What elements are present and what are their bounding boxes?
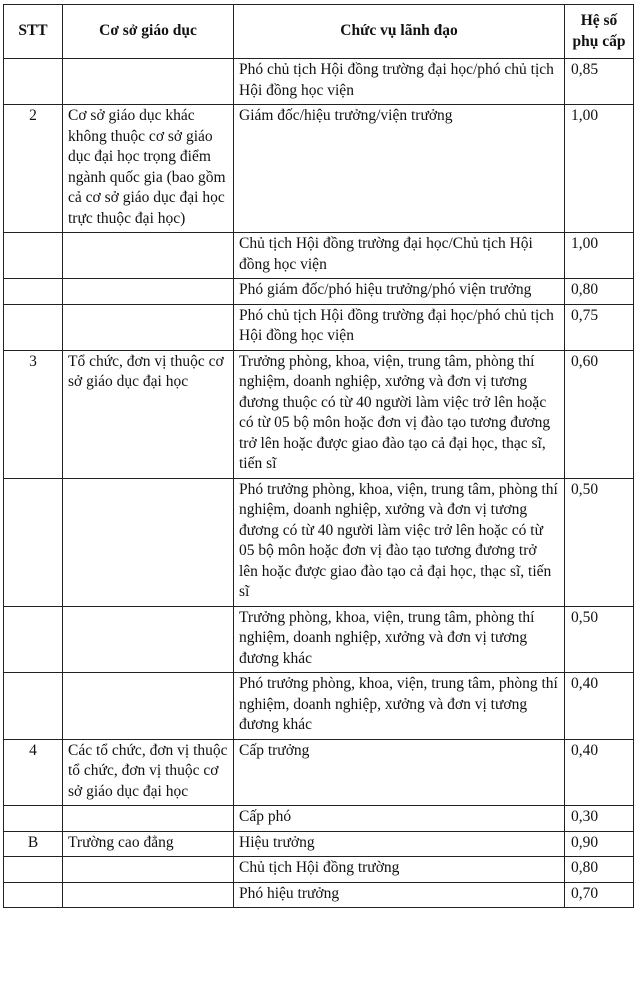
cell-institution — [63, 673, 234, 740]
cell-institution: Tổ chức, đơn vị thuộc cơ sở giáo dục đại học — [63, 350, 234, 478]
cell-institution — [63, 233, 234, 279]
table-row — [4, 831, 634, 857]
cell-position: Phó trưởng phòng, khoa, viện, trung tâm, phòng thí nghiệm, doanh nghiệp, xưởng và đơn vị tương đương có từ 40 người làm việc trở lên hoặc có từ 05 bộ môn hoặc đơn vị đào tạo tương đương trở lên hoặc được giao đào tạo cả đại học, thạc sĩ, tiến sĩ — [234, 478, 565, 606]
header-stt: STT — [4, 5, 63, 59]
cell-institution — [63, 304, 234, 350]
cell-position: Cấp trưởng — [234, 739, 565, 806]
table-body — [4, 59, 634, 908]
table-row — [4, 350, 634, 478]
cell-institution — [63, 478, 234, 606]
cell-stt — [4, 857, 63, 883]
cell-stt: B — [4, 831, 63, 857]
cell-stt — [4, 806, 63, 832]
cell-institution — [63, 279, 234, 305]
cell-coefficient: 0,50 — [565, 606, 634, 673]
cell-stt: 4 — [4, 739, 63, 806]
header-coefficient: Hệ số phụ cấp — [565, 5, 634, 59]
table-header-row — [4, 5, 634, 59]
table-row — [4, 882, 634, 908]
cell-stt: 2 — [4, 105, 63, 233]
cell-institution — [63, 606, 234, 673]
cell-position: Phó chủ tịch Hội đồng trường đại học/phó chủ tịch Hội đồng học viện — [234, 304, 565, 350]
table-row — [4, 806, 634, 832]
cell-position: Hiệu trưởng — [234, 831, 565, 857]
table-row — [4, 739, 634, 806]
table-row — [4, 279, 634, 305]
cell-stt — [4, 606, 63, 673]
cell-stt — [4, 233, 63, 279]
cell-coefficient: 0,30 — [565, 806, 634, 832]
cell-position: Phó hiệu trưởng — [234, 882, 565, 908]
cell-coefficient: 0,50 — [565, 478, 634, 606]
allowance-table — [3, 4, 634, 908]
cell-institution: Cơ sở giáo dục khác không thuộc cơ sở giáo dục đại học trọng điểm ngành quốc gia (bao gồm cả cơ sở giáo dục đại học trực thuộc đại học) — [63, 105, 234, 233]
cell-position: Phó trưởng phòng, khoa, viện, trung tâm, phòng thí nghiệm, doanh nghiệp, xưởng và đơn vị tương đương khác — [234, 673, 565, 740]
cell-stt — [4, 478, 63, 606]
cell-coefficient: 0,60 — [565, 350, 634, 478]
cell-position: Chủ tịch Hội đồng trường đại học/Chủ tịch Hội đồng học viện — [234, 233, 565, 279]
cell-coefficient: 0,70 — [565, 882, 634, 908]
table-row — [4, 478, 634, 606]
cell-institution — [63, 882, 234, 908]
cell-position: Phó chủ tịch Hội đồng trường đại học/phó chủ tịch Hội đồng học viện — [234, 59, 565, 105]
cell-coefficient: 0,40 — [565, 739, 634, 806]
cell-stt — [4, 279, 63, 305]
cell-position: Trưởng phòng, khoa, viện, trung tâm, phòng thí nghiệm, doanh nghiệp, xưởng và đơn vị tương đương thuộc có từ 40 người làm việc trở lên hoặc có từ 05 bộ môn hoặc đơn vị đào tạo tương đương trở lên hoặc được giao đào tạo cả đại học, thạc sĩ, tiến sĩ — [234, 350, 565, 478]
cell-institution: Trường cao đẳng — [63, 831, 234, 857]
header-position: Chức vụ lãnh đạo — [234, 5, 565, 59]
cell-coefficient: 0,80 — [565, 279, 634, 305]
cell-coefficient: 1,00 — [565, 233, 634, 279]
cell-position: Chủ tịch Hội đồng trường — [234, 857, 565, 883]
table-row — [4, 673, 634, 740]
table-row — [4, 857, 634, 883]
table-row — [4, 304, 634, 350]
table-row — [4, 233, 634, 279]
cell-institution — [63, 857, 234, 883]
cell-stt — [4, 882, 63, 908]
cell-coefficient: 0,85 — [565, 59, 634, 105]
cell-position: Trưởng phòng, khoa, viện, trung tâm, phòng thí nghiệm, doanh nghiệp, xưởng và đơn vị tương đương khác — [234, 606, 565, 673]
cell-institution — [63, 806, 234, 832]
cell-institution: Các tổ chức, đơn vị thuộc tổ chức, đơn vị thuộc cơ sở giáo dục đại học — [63, 739, 234, 806]
cell-stt — [4, 59, 63, 105]
cell-institution — [63, 59, 234, 105]
cell-coefficient: 0,75 — [565, 304, 634, 350]
cell-stt — [4, 304, 63, 350]
table-row — [4, 105, 634, 233]
cell-coefficient: 0,40 — [565, 673, 634, 740]
cell-position: Cấp phó — [234, 806, 565, 832]
cell-stt — [4, 673, 63, 740]
cell-stt: 3 — [4, 350, 63, 478]
cell-coefficient: 1,00 — [565, 105, 634, 233]
cell-position: Phó giám đốc/phó hiệu trưởng/phó viện trưởng — [234, 279, 565, 305]
table-row — [4, 606, 634, 673]
cell-position: Giám đốc/hiệu trưởng/viện trưởng — [234, 105, 565, 233]
cell-coefficient: 0,80 — [565, 857, 634, 883]
table-row — [4, 59, 634, 105]
header-institution: Cơ sở giáo dục — [63, 5, 234, 59]
cell-coefficient: 0,90 — [565, 831, 634, 857]
